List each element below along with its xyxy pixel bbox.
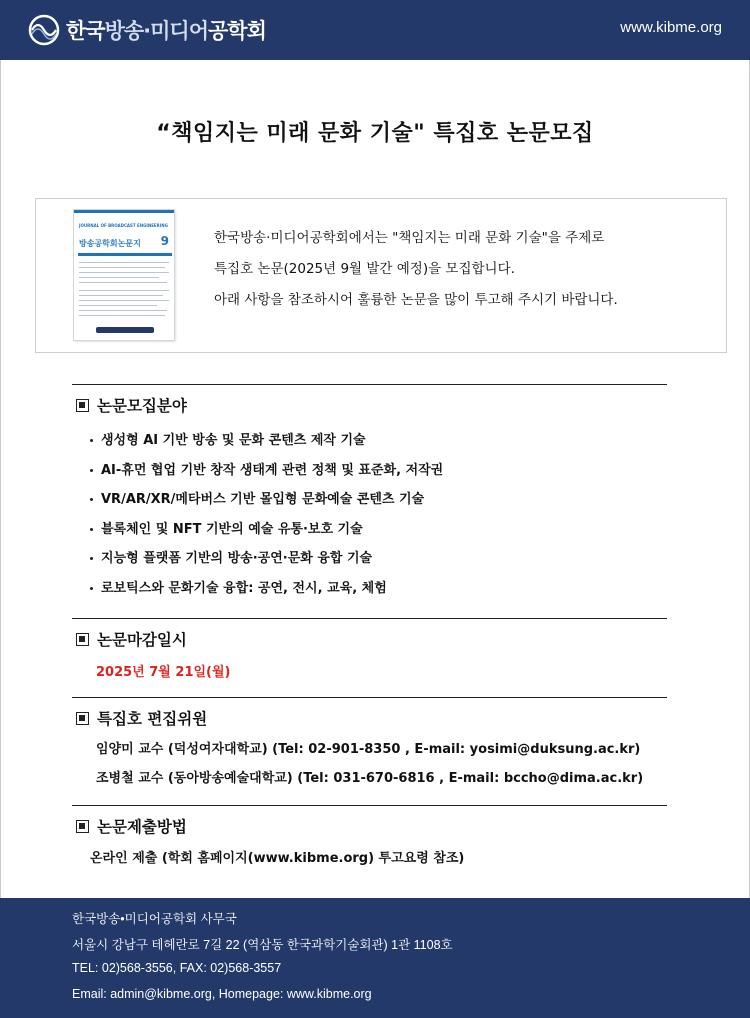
fields-list [90,426,667,603]
section-square-icon [76,399,89,412]
section-square-icon [76,820,89,833]
submission-section [72,805,667,866]
society-emblem-icon [26,14,62,46]
page-title: “책임지는 미래 문화 기술" 특집호 논문모집 [156,121,594,146]
footer-phone: TEL: 02)568-3556, FAX: 02)568-3557 [72,961,282,975]
site-url-link[interactable]: www.kibme.org [620,19,722,36]
list-item: VR/AR/XR/메타버스 기반 몰입형 문화예술 콘텐츠 기술 [90,485,667,515]
bullet-icon [90,469,93,472]
bullet-icon [90,498,93,501]
journal-cover-ko-title: 방송공학회논문지 [79,239,141,248]
bullet-icon [90,557,93,560]
journal-cover-issue: 9 [160,234,169,248]
intro-text [214,223,618,316]
section-square-icon [76,712,89,725]
editor-entry: 조병철 교수 (동아방송예술대학교) (Tel: 031-670-6816 , E-mail: bccho@dima.ac.kr) [96,771,644,786]
deadline-heading: 논문마감일시 [97,631,187,649]
submission-heading: 논문제출방법 [97,818,187,836]
intro-box [35,198,727,353]
list-item: AI-휴먼 협업 기반 창작 생태계 관련 정책 및 표준화, 저작권 [90,456,667,486]
journal-cover-en-title: JOURNAL OF BROADCAST ENGINEERING [79,223,168,228]
list-item: 생성형 AI 기반 방송 및 문화 콘텐츠 제작 기술 [90,426,667,456]
footer-contact: Email: admin@kibme.org, Homepage: www.kibme.org [72,987,372,1001]
intro-line: 특집호 논문(2025년 9월 발간 예정)을 모집합니다. [214,261,515,277]
bullet-icon [90,439,93,442]
journal-cover-image [73,209,175,341]
list-item: 지능형 플랫폼 기반의 방송·공연·문화 융합 기술 [90,544,667,574]
bullet-icon [90,587,93,590]
editor-entry: 임양미 교수 (덕성여자대학교) (Tel: 02-901-8350 , E-mail: yosimi@duksung.ac.kr) [96,742,641,757]
society-logo-text: 한국방송·미디어공학회 [66,19,266,43]
editors-section [72,697,667,793]
list-item: 블록체인 및 NFT 기반의 예술 유통·보호 기술 [90,515,667,545]
bullet-icon [90,528,93,531]
header-bar [0,0,750,60]
fields-heading: 논문모집분야 [97,397,187,415]
list-item: 로보틱스와 문화기술 융합: 공연, 전시, 교육, 체험 [90,574,667,604]
deadline-section [72,618,667,680]
fields-section [72,384,667,603]
footer-address: 서울시 강남구 테헤란로 7길 22 (역삼동 한국과학기술회관) 1관 1108호 [72,938,453,952]
journal-cover-logo [96,327,154,333]
footer [0,898,750,1018]
society-logo[interactable] [26,14,266,46]
editors-heading: 특집호 편집위원 [97,710,208,728]
intro-line: 아래 사항을 참조하시어 훌륭한 논문을 많이 투고해 주시기 바랍니다. [214,292,618,308]
section-square-icon [76,633,89,646]
footer-office: 한국방송•미디어공학회 사무국 [72,912,237,926]
deadline-date: 2025년 7월 21일(월) [96,665,231,680]
submission-text: 온라인 제출 (학회 홈페이지(www.kibme.org) 투고요령 참조) [90,851,465,866]
intro-line: 한국방송·미디어공학회에서는 "책임지는 미래 문화 기술"을 주제로 [214,230,605,246]
